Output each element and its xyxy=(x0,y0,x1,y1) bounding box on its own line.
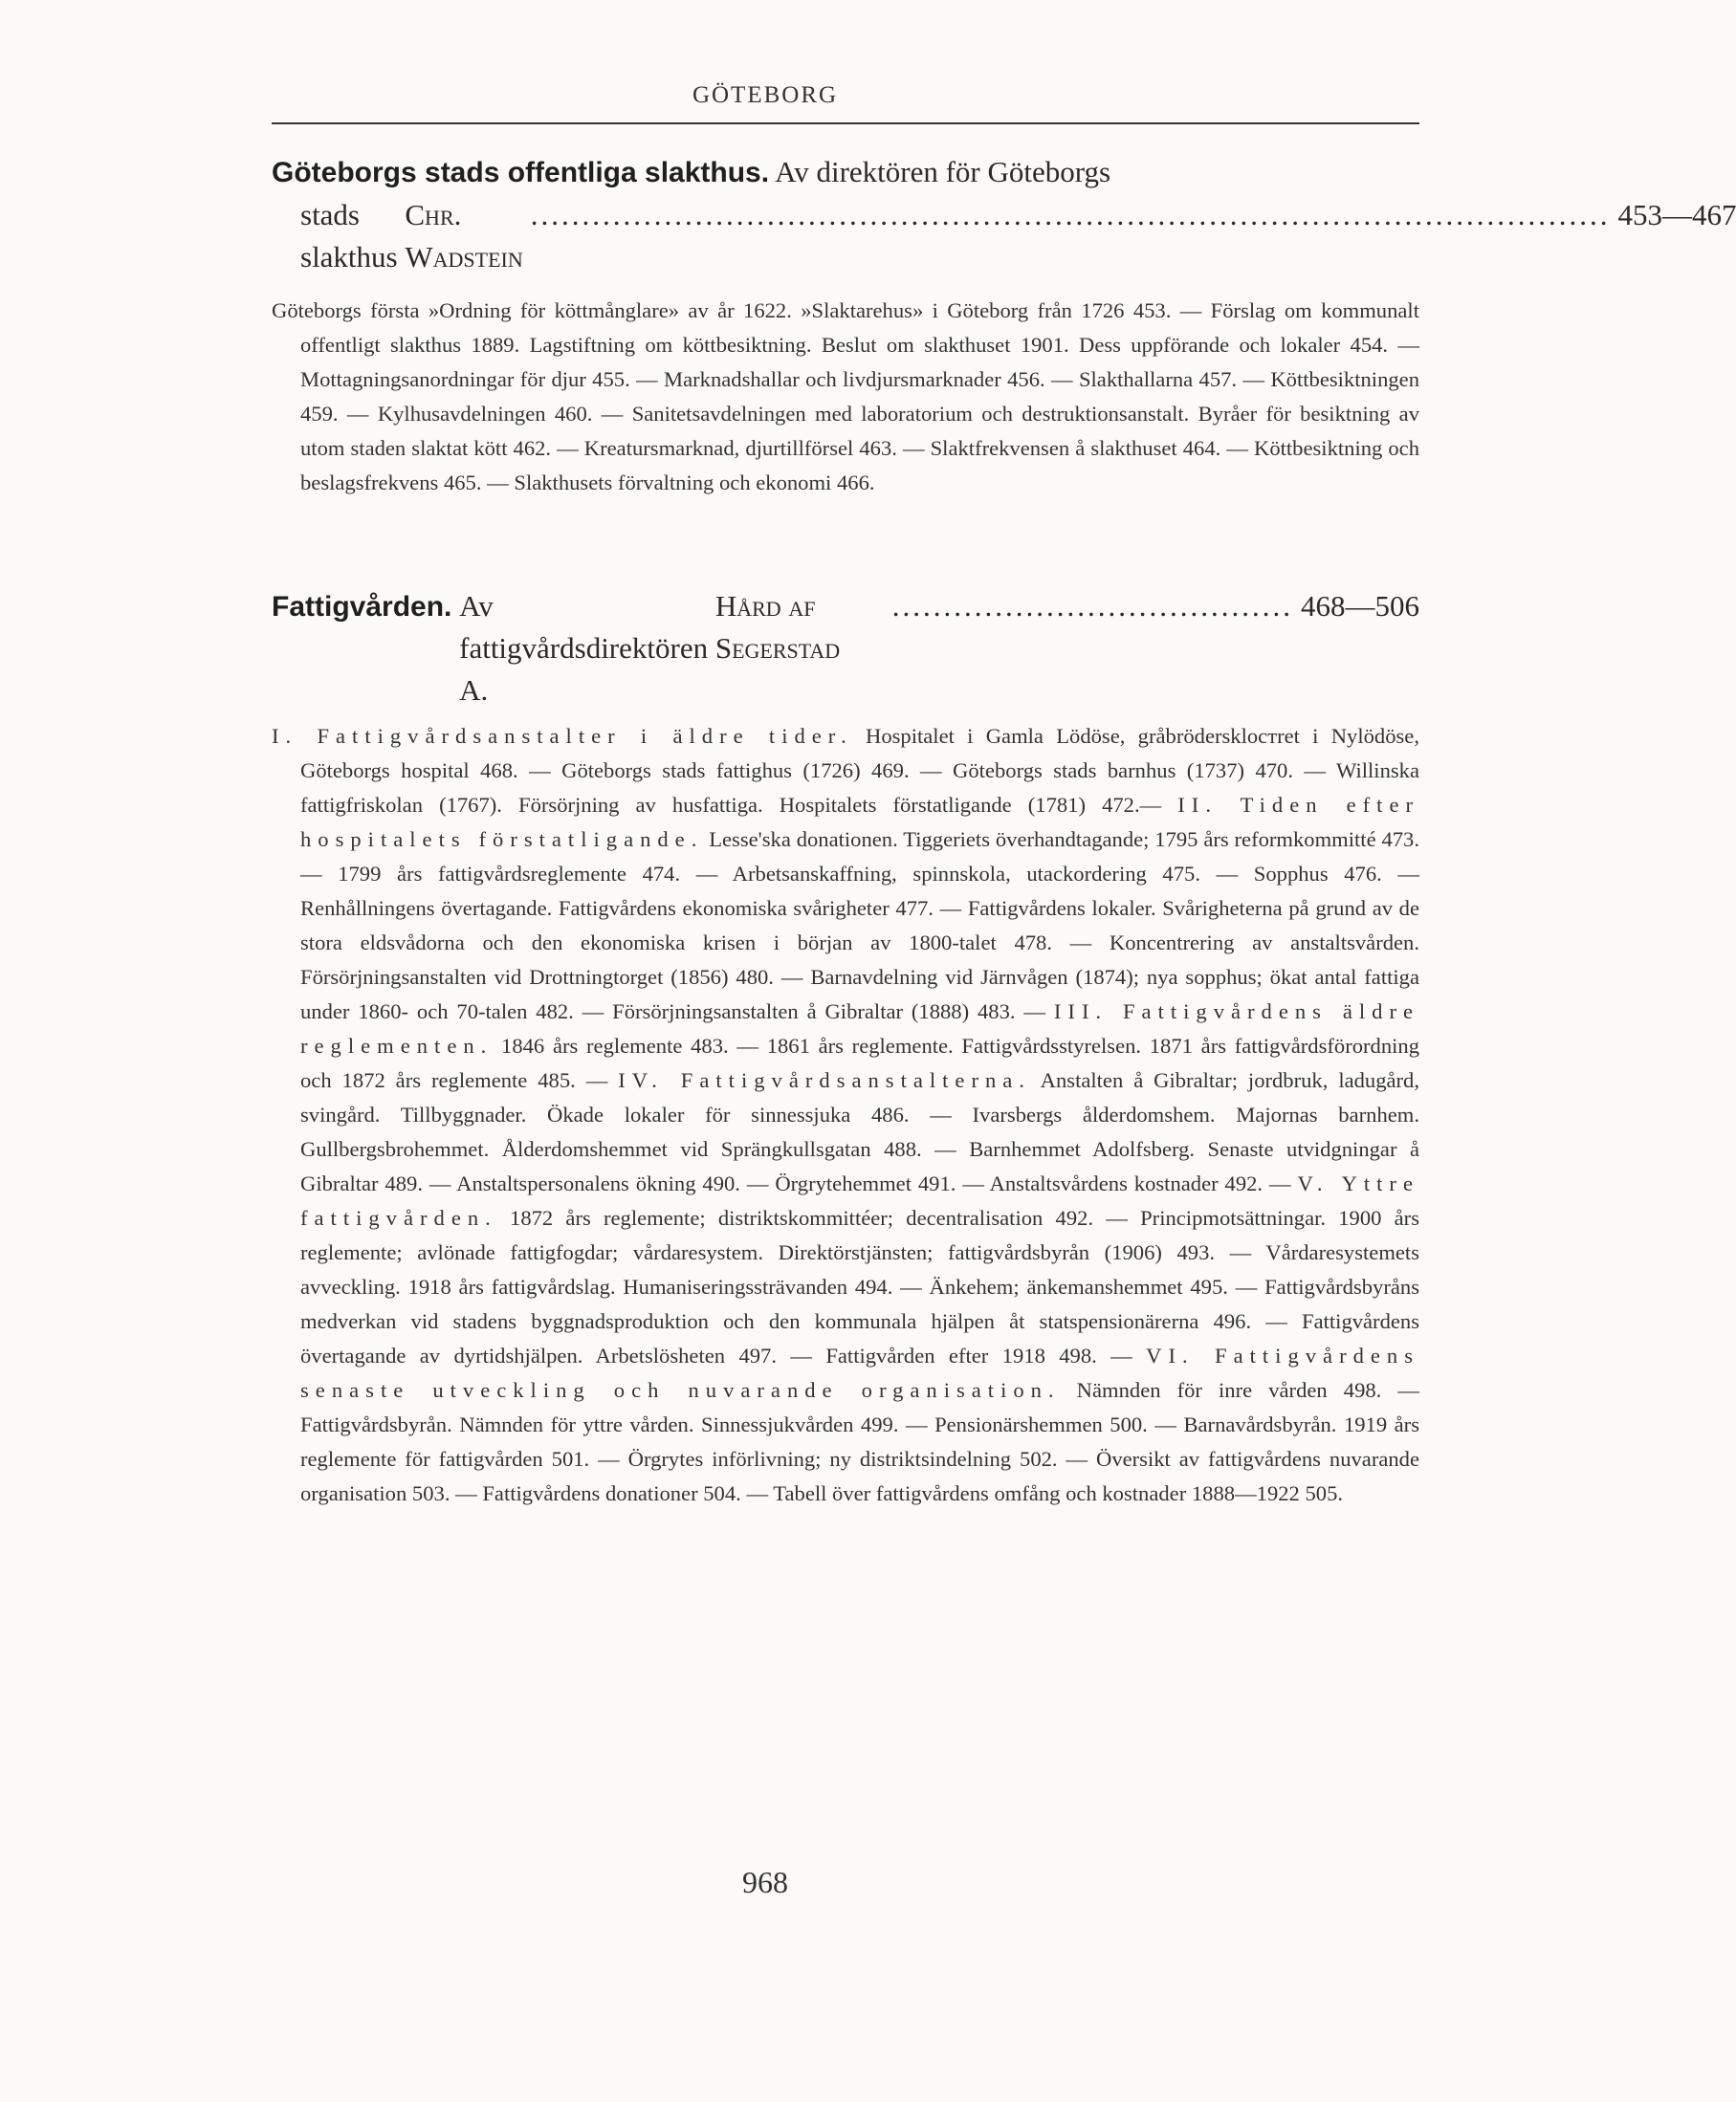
chapter-label: V. Yttre fattigvården. xyxy=(300,1171,1419,1230)
chapter-label: IV. Fattigvårdsanstalterna. xyxy=(618,1068,1031,1092)
author-prefix: Av fattigvårdsdirektören A. xyxy=(459,589,709,707)
section-title: Göteborgs stads offentliga slakthus. xyxy=(272,157,770,188)
section-title: Fattigvården. xyxy=(272,591,452,623)
chapter-text: Hospitalet i Gamla Lödöse, gråbröderskloстret i Nylödöse, Göteborgs hospital 468. — Göteborgs stads fattighus (1726) 469. — Göteborgs stads barnhus (1737) 470. — Willinska fattigfriskolan (1767). Försörjning av husfattiga. Hospitalets förstatligande (1781) 472.— xyxy=(300,724,1419,817)
chapter-label: III. Fattigvårdens äldre reglementen. xyxy=(300,999,1419,1058)
section-slakthus xyxy=(272,151,1736,500)
author-line-2: stads slakthus xyxy=(300,198,398,274)
section-heading xyxy=(272,585,1419,712)
chapter-label: VI. Fattigvårdens senaste utveckling och nuvarande organisation. xyxy=(300,1344,1420,1402)
running-head: GÖTEBORG xyxy=(692,82,839,108)
author-name: Chr. Wadstein xyxy=(405,198,523,274)
dot-leaders: ......................................................................................................... xyxy=(530,198,1611,231)
page-number: 968 xyxy=(742,1865,788,1899)
author-name: Hård af Segerstad xyxy=(714,589,841,665)
dot-leaders: ....................................... xyxy=(891,589,1293,623)
page-range: 468—506 xyxy=(1301,589,1419,623)
chapter-label: I. Fattigvårdsanstalter i äldre tider. xyxy=(272,724,853,748)
chapter-label: II. Tiden efter hospitalets förstatligande. xyxy=(300,793,1419,851)
chapter-text: Lesse'ska donationen. Tiggeriets överhandtagande; 1795 års reformkommitté 473. — 1799 års fattigvårdsreglemente 474. — Arbetsanskaffning, spinnskola, utackordering 475. — Sopphus 476. — Renhållningens övertagande. Fattigvårdens ekonomiska svårigheter 477. — Fattigvårdens lokaler. Svårigheterna på grund av de stora eldsvådorna och den ekonomiska krisen i början av 1800-talet 478. — Koncentrering av anstaltsvården. Försörjningsanstalten vid Drottningtorget (1856) 480. — Barnavdelning vid Järnvågen (1874); nya sopphus; ökat antal fattiga under 1860- och 70-talen 482. — Försörjningsanstalten å Gibraltar (1888) 483. — xyxy=(300,827,1419,1023)
author-prefix: Av direktören för Göteborgs xyxy=(775,155,1111,188)
page-range: 453—467 xyxy=(1617,198,1736,231)
chapter-text: 1846 års reglemente 483. — 1861 års reglemente. Fattigvårdsstyrelsen. 1871 års fattigvårdsförordning och 1872 års reglemente 485. — xyxy=(300,1034,1419,1092)
chapter-text: 1872 års reglemente; distriktskommittéer; decentralisation 492. — Principmotsättningar. 1900 års reglemente; avlönade fattigfogdar; vårdaresystem. Direktörstjänsten; fattigvårdsbyrån (1906) 493. — Vårdaresystemets avveckling. 1918 års fattigvårdslag. Humaniseringssträvanden 494. — Änkehem; änkemanshemmet 495. — Fattigvårdsbyråns medverkan vid stadens byggnadsproduktion och den kommunala hjälpen åt statspensionärerna 496. — Fattigvårdens övertagande av dyrtidshjälpen. Arbetslösheten 497. — Fattigvården efter 1918 498. — xyxy=(300,1206,1419,1368)
chapter-text: Anstalten å Gibraltar; jordbruk, ladugård, svingård. Tillbyggnader. Ökade lokaler för sinnessjuka 486. — Ivarsbergs ålderdomshem. Majornas barnhem. Gullbergsbrohemmet. Ålderdomshemmet vid Sprängkullsgatan 488. — Barnhemmet Adolfsberg. Senaste utvidgningar å Gibraltar 489. — Anstaltspersonalens ökning 490. — Örgrytehemmet 491. — Anstaltsvårdens kostnader 492. — xyxy=(300,1068,1420,1195)
header-rule xyxy=(272,122,1419,124)
section-summary: Göteborgs första »Ordning för köttmånglare» av år 1622. »Slaktarehus» i Göteborg från 1726 453. — Förslag om kommunalt offentligt slakthus 1889. Lagstiftning om köttbesiktning. Beslut om slakthuset 1901. Dess uppförande och lokaler 454. — Mottagningsanordningar för djur 455. — Marknadshallar och livdjursmarknader 456. — Slakthallarna 457. — Köttbesiktningen 459. — Kylhusavdelningen 460. — Sanitetsavdelningen med laboratorium och destruktionsanstalt. Byråer för besiktning av utom staden slaktat kött 462. — Kreatursmarknad, djurtillförsel 463. — Slaktfrekvensen å slakthuset 464. — Köttbesiktning och beslagsfrekvens 465. — Slakthusets förvaltning och ekonomi 466. xyxy=(272,298,1419,494)
section-fattigvarden xyxy=(272,585,1419,1511)
section-heading xyxy=(272,151,1736,278)
heading-line-2 xyxy=(272,194,1736,278)
chapter-text: Nämnden för inre vården 498. — Fattigvårdsbyrån. Nämnden för yttre vården. Sinnessjukvården 499. — Pensionärshemmen 500. — Barnavårdsbyrån. 1919 års reglemente för fattigvården 501. — Örgrytes införlivning; ny distriktsindelning 502. — Översikt av fattigvårdens nuvarande organisation 503. — Fattigvårdens donationer 504. — Tabell över fattigvårdens omfång och kostnader 1888—1922 505. xyxy=(300,1378,1419,1505)
section-summary xyxy=(272,719,1419,1511)
